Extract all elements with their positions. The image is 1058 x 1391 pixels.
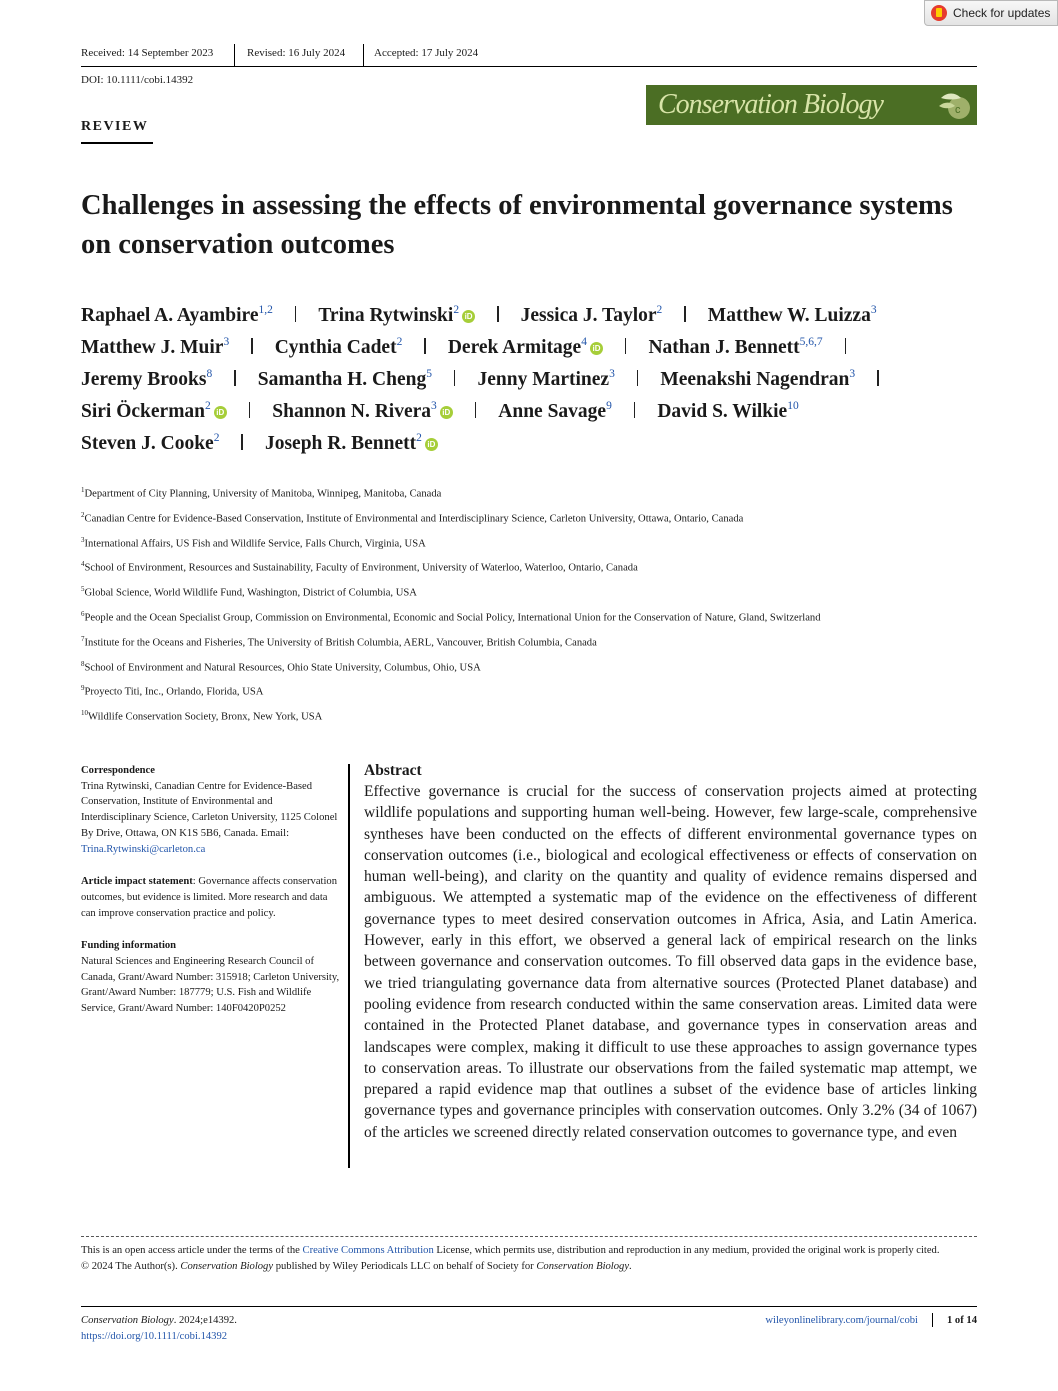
author-affiliation-ref[interactable]: 2 (396, 336, 403, 348)
creative-commons-link[interactable]: Creative Commons Attribution (302, 1245, 434, 1256)
author-affiliation-ref[interactable]: 3 (609, 368, 615, 380)
orcid-icon[interactable]: iD (462, 310, 475, 323)
author-affiliation-ref[interactable]: 10 (787, 400, 799, 412)
author-separator (241, 434, 243, 450)
author-separator (497, 306, 499, 322)
author-line (81, 400, 981, 432)
journal-site-link[interactable]: wileyonlinelibrary.com/journal/cobi (765, 1314, 918, 1326)
orcid-icon[interactable]: iD (425, 438, 438, 451)
author-separator (251, 338, 253, 354)
leaf-emblem-icon (933, 88, 973, 122)
section-label: REVIEW (81, 119, 149, 134)
author-name: Nathan J. Bennett$^{5,6,7}$ (648, 336, 823, 358)
license-notice (81, 1243, 977, 1274)
article-dates (81, 44, 977, 67)
author-name: Siri Öckerman$^2$iD (81, 401, 227, 422)
author-separator (475, 402, 477, 418)
author-affiliation-ref[interactable]: 2 (453, 304, 460, 316)
author-affiliation-ref[interactable]: 8 (206, 368, 213, 380)
author-affiliation-ref[interactable]: 3 (849, 368, 856, 380)
author-name: Anne Savage$^9$ (498, 400, 612, 422)
affiliation-item: $^{10}$Wildlife Conservation Society, Bronx, New York, USA (81, 709, 323, 723)
check-for-updates-button[interactable] (924, 0, 1058, 26)
author-line (81, 336, 981, 368)
affiliation-item: $^2$Canadian Centre for Evidence-Based Conservation, Institute of Environmental and Interdisciplinary Science, Carleton University, Ottawa, Ontario, Canada (81, 510, 744, 525)
section-underline (81, 142, 153, 144)
article-sidebar (81, 763, 343, 1034)
author-separator (634, 402, 636, 418)
author-separator (684, 306, 686, 322)
author-separator (249, 402, 251, 418)
footer-right (765, 1313, 977, 1327)
author-separator (234, 370, 236, 386)
author-affiliation-ref[interactable]: 1,2 (258, 304, 273, 316)
author-separator (637, 370, 639, 386)
correspondence-address: Trina Rytwinski, Canadian Centre for Evidence-Based Conservation, Institute of Environmental and Interdisciplinary Science, Carleton University, 1125 Colonel By Drive, Ottawa, ON K1S 5B6, Canada. Email: (81, 780, 338, 839)
author-affiliation-ref[interactable]: 3 (431, 400, 437, 412)
author-affiliation-ref[interactable]: 2 (416, 432, 422, 444)
affiliation-item: $^1$Department of City Planning, University of Manitoba, Winnipeg, Manitoba, Canada (81, 486, 442, 500)
funding-text: Natural Sciences and Engineering Research Council of Canada, Grant/Award Number: 315918; Carleton University, Grant/Award Number: 187779; U.S. Fish and Wildlife Service, Grant/Award Number: 140F0420P0252 (81, 956, 340, 1015)
author-name: Shannon N. Rivera$^3$iD (272, 401, 453, 422)
affiliation-item: $^3$International Affairs, US Fish and Wildlife Service, Falls Church, Virginia, USA (81, 535, 426, 550)
correspondence-block (81, 763, 343, 857)
author-name: Steven J. Cooke$^2$ (81, 432, 220, 454)
orcid-icon[interactable]: iD (590, 342, 603, 355)
accepted-date: Accepted: 17 July 2024 (374, 47, 479, 59)
orcid-icon[interactable]: iD (440, 406, 453, 419)
received-date: Received: 14 September 2023 (81, 47, 214, 59)
author-name: Matthew W. Luizza$^3$ (707, 304, 877, 326)
affiliation-item: $^8$School of Environment and Natural Resources, Ohio State University, Columbus, Ohio, USA (81, 659, 481, 674)
author-affiliation-ref[interactable]: 2 (213, 432, 220, 444)
author-name: Jeremy Brooks$^8$ (81, 368, 213, 390)
author-affiliation-ref[interactable]: 9 (606, 400, 612, 412)
author-separator (424, 338, 426, 354)
divider (234, 44, 235, 66)
footer-journal: Conservation Biology (81, 1315, 174, 1326)
footer-citation (81, 1313, 237, 1345)
footer-doi-link[interactable]: https://doi.org/10.1111/cobi.14392 (81, 1331, 228, 1342)
correspondence-email-link[interactable]: Trina.Rytwinski@carleton.ca (81, 843, 206, 855)
author-line (81, 368, 981, 400)
author-separator (877, 370, 879, 386)
check-for-updates-label: Check for updates (953, 6, 1051, 20)
author-line (81, 304, 981, 336)
author-name: Cynthia Cadet$^2$ (274, 336, 403, 358)
divider (932, 1313, 933, 1327)
author-name: Trina Rytwinski$^2$iD (318, 305, 475, 326)
abstract-heading: Abstract (364, 762, 422, 779)
journal-logo-text: Conservation Biology (658, 89, 883, 120)
orcid-icon[interactable]: iD (214, 406, 227, 419)
page-number: 1 of 14 (946, 1314, 977, 1326)
funding-heading: Funding information (81, 940, 177, 952)
author-name: David S. Wilkie$^{10}$ (657, 400, 799, 422)
copyright-text: © 2024 The Author(s). Conservation Biology published by Wiley Periodicals LLC on behalf of Society for Conservation Biology. (81, 1260, 632, 1272)
author-name: Matthew J. Muir$^3$ (81, 336, 230, 358)
author-name: Joseph R. Bennett$^2$iD (265, 433, 438, 454)
author-name: Samantha H. Cheng$^5$ (257, 368, 432, 390)
author-affiliation-ref[interactable]: 4 (581, 336, 587, 348)
funding-block (81, 938, 343, 1017)
divider (363, 44, 364, 66)
author-affiliation-ref[interactable]: 5,6,7 (799, 336, 823, 348)
affiliation-item: $^9$Proyecto Titi, Inc., Orlando, Florida, USA (81, 684, 264, 698)
author-list (81, 304, 981, 464)
impact-text: : Governance affects conservation outcomes, but evidence is limited. More research and data can improve conservation practice and policy. (81, 876, 338, 919)
article-title: Challenges in assessing the effects of environmental governance systems on conservation outcomes (81, 190, 953, 260)
footer-rule (81, 1306, 977, 1307)
revised-date: Revised: 16 July 2024 (247, 47, 346, 59)
affiliation-item: $^6$People and the Ocean Specialist Group, Commission on Environmental, Economic and Social Policy, International Union for the Conservation of Nature, Gland, Switzerland (81, 609, 821, 624)
author-affiliation-ref[interactable]: 2 (656, 304, 663, 316)
abstract (364, 760, 977, 1143)
author-name: Jenny Martinez$^3$ (477, 368, 615, 390)
author-name: Raphael A. Ayambire$^{1,2}$ (81, 304, 273, 326)
impact-statement-block (81, 874, 343, 921)
crossmark-icon (931, 5, 947, 21)
doi: DOI: 10.1111/cobi.14392 (81, 74, 194, 86)
author-name: Derek Armitage$^4$iD (448, 337, 603, 358)
affiliation-item: $^7$Institute for the Oceans and Fisheries, The University of British Columbia, AERL, Vancouver, British Columbia, Canada (81, 634, 597, 649)
correspondence-heading: Correspondence (81, 765, 155, 776)
abstract-text: Effective governance is crucial for the success of conservation projects aimed at protecting wildlife populations and supporting human well-being. However, few large-scale, comprehensive syntheses have been conducted on the effects of different environmental governance types on conservation outcomes (i.e., biological and ecological effectiveness or effects of conservation on human well-being), and clarity on the quantity and quality of evidence remains dispersed and ambiguous. We attempted a systematic map of the evidence on the effectiveness of different governance types to meet desired conservation outcomes in Africa, Asia, and Latin America. However, early in this effort, we observed a general lack of empirical research on the links between governance and conservation outcomes. To fill observed data gaps in the evidence base, we tried triangulating governance data from alternative sources (Protected Planet database) and pooling evidence from research conducted within the same conservation areas. Limited data were contained in the Protected Planet database, and governance types in conservation areas and landscapes were complex, making it difficult to use these approaches to assign governance types to conservation areas. To illustrate our observations from the failed systematic map attempt, we prepared a rapid evidence map that outlines a subset of the evidence base of articles linking governance types and governance principles with conservation outcomes. Only 3.2% (34 of 1067) of the articles we screened directly related conservation outcomes to governance type, and even (364, 783, 977, 1141)
affiliation-list (81, 486, 981, 734)
author-name: Jessica J. Taylor$^2$ (520, 304, 663, 326)
affiliation-item: $^5$Global Science, World Wildlife Fund, Washington, District of Columbia, USA (81, 585, 417, 599)
author-affiliation-ref[interactable]: 5 (426, 368, 432, 380)
author-affiliation-ref[interactable]: 3 (870, 304, 877, 316)
impact-heading: Article impact statement (81, 876, 193, 888)
svg-text:c: c (955, 104, 961, 116)
author-name: Meenakshi Nagendran$^3$ (660, 368, 856, 390)
author-separator (845, 338, 847, 354)
author-affiliation-ref[interactable]: 2 (205, 400, 211, 412)
footer-citation-text: . 2024;e14392. (173, 1315, 237, 1326)
license-divider (81, 1236, 977, 1237)
license-text: This is an open access article under the terms of the Creative Commons Attribution License, which permits use, distribution and reproduction in any medium, provided the original work is properly cited. (81, 1245, 940, 1256)
journal-logo (646, 85, 977, 125)
author-line (81, 432, 981, 464)
author-separator (295, 306, 297, 322)
affiliation-item: $^4$School of Environment, Resources and Sustainability, Faculty of Environment, University of Waterloo, Waterloo, Ontario, Canada (81, 560, 638, 574)
author-affiliation-ref[interactable]: 3 (223, 336, 230, 348)
author-separator (454, 370, 456, 386)
abstract-rule (348, 764, 350, 1168)
author-separator (625, 338, 627, 354)
correspondence-text (81, 779, 343, 858)
